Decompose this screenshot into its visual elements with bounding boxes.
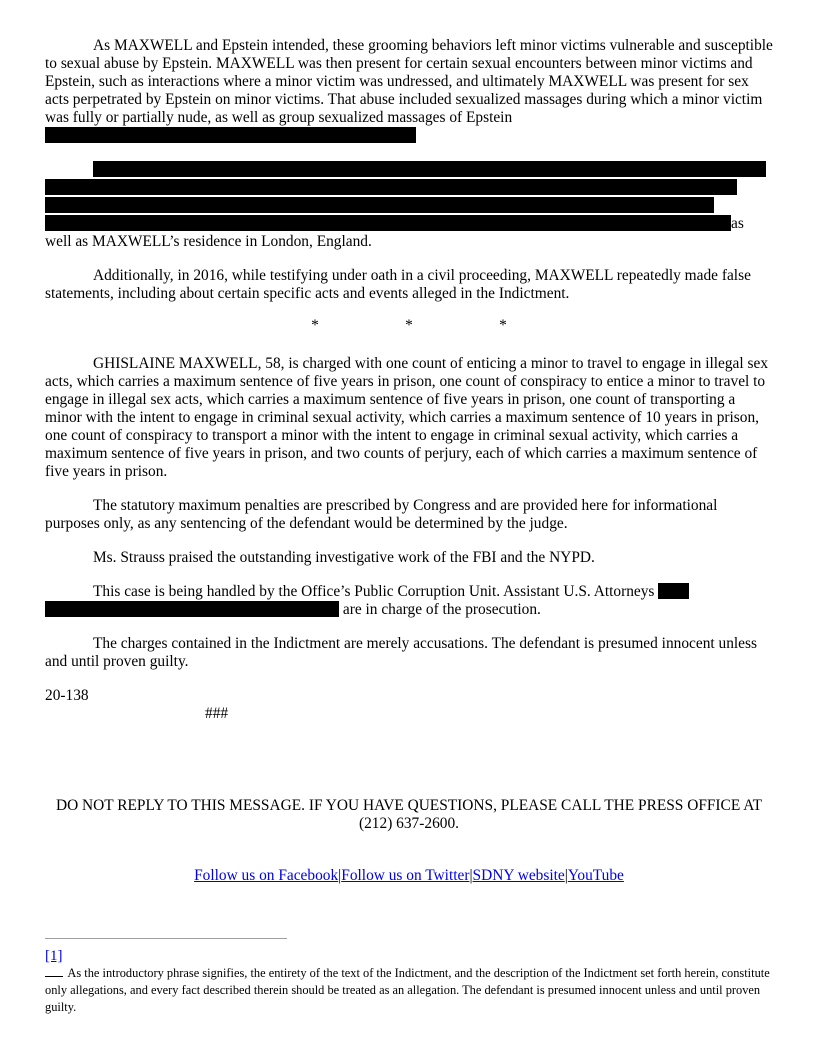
paragraph-penalties: The statutory maximum penalties are prescribed by Congress and are provided here for informational purposes only, as any sentencing of the defendant would be determined by the judge.: [45, 497, 718, 532]
paragraph-presumption: The charges contained in the Indictment are merely accusations. The defendant is presumed innocent unless and until proven guilty.: [45, 635, 757, 670]
redaction-block: [93, 161, 766, 177]
paragraph-residence-text: well as MAXWELL’s residence in London, England.: [45, 233, 372, 250]
paragraph-grooming: As MAXWELL and Epstein intended, these grooming behaviors left minor victims vulnerable and susceptible to sexual abuse by Epstein. MAXWELL was then present for certain sexual encounters between minor victims and Epstein, such as interactions where a minor victim was undressed, and ultimately MAXWELL was present for sex acts perpetrated by Epstein on minor victims. That abuse included sexualized massages during which a minor victim was fully or partially nude, as well as group sexualized massages of Epstein: [45, 37, 773, 145]
footnote-underline: [45, 966, 63, 977]
sdny-website-link[interactable]: SDNY website: [472, 867, 565, 884]
redaction-block: [45, 127, 416, 143]
paragraph-charges: GHISLAINE MAXWELL, 58, is charged with one count of enticing a minor to travel to engage in illegal sex acts, which carries a maximum sentence of five years in prison, one count of conspiracy to entice a minor to travel to engage in illegal sex acts, which carries a maximum sentence of five years in prison, one count of transporting a minor with the intent to engage in criminal sexual activity, which carries a maximum sentence of 10 years in prison, one count of conspiracy to transport a minor with the intent to engage in criminal sexual activity, which carries a maximum sentence of five years in prison, and two counts of perjury, each of which carries a maximum sentence of five years in prison.: [45, 355, 769, 480]
section-divider-stars: * * *: [311, 317, 507, 334]
redaction-block: [658, 583, 689, 599]
paragraph-perjury: Additionally, in 2016, while testifying under oath in a civil proceeding, MAXWELL repeatedly made false statements, including about certain specific acts and events alleged in the Indictment.: [45, 267, 751, 302]
youtube-link[interactable]: YouTube: [567, 867, 624, 884]
redaction-block: [45, 601, 339, 617]
end-marker: ###: [205, 705, 229, 722]
press-office-notice: DO NOT REPLY TO THIS MESSAGE. IF YOU HAVE QUESTIONS, PLEASE CALL THE PRESS OFFICE AT (212) 637-2600.: [55, 797, 763, 832]
release-number: 20-138: [45, 687, 89, 704]
footnote-marker-link[interactable]: [1]: [45, 948, 63, 964]
paragraph-redacted: as well as MAXWELL’s residence in London, England.: [45, 161, 773, 251]
paragraph-handling: This case is being handled by the Office’s Public Corruption Unit. Assistant U.S. Attorneys are in charge of the prosecution.: [45, 583, 773, 619]
facebook-link[interactable]: Follow us on Facebook: [194, 867, 339, 884]
footnote-text: As the introductory phrase signifies, the entirety of the text of the Indictment, and the description of the Indictment set forth herein, constitute only allegations, and every fact described therein should be treated as an allegation. The defendant is presumed innocent unless and until proven guilty.: [45, 966, 770, 1014]
press-release-body: [45, 37, 773, 885]
paragraph-praise: Ms. Strauss praised the outstanding investigative work of the FBI and the NYPD.: [93, 549, 595, 566]
social-links: Follow us on Facebook|Follow us on Twitter|SDNY website|YouTube: [194, 867, 624, 884]
redaction-block: [45, 197, 714, 213]
twitter-link[interactable]: Follow us on Twitter: [341, 867, 470, 884]
footnote-divider: [45, 938, 287, 939]
redaction-block: [45, 215, 731, 231]
footnote: [45, 948, 773, 1016]
redaction-block: [45, 179, 737, 195]
